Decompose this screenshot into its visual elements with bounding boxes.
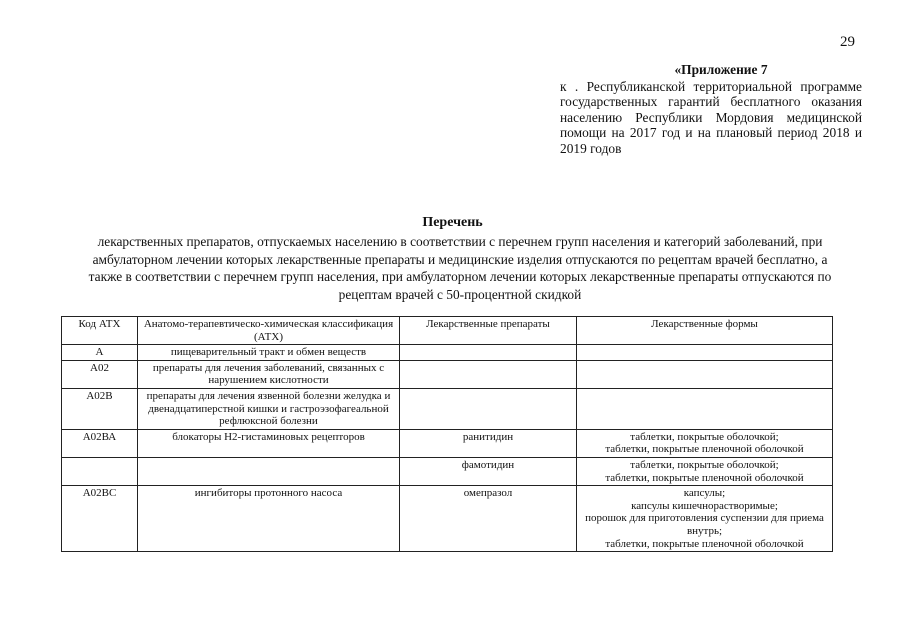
cell-classification: препараты для лечения заболеваний, связанных с нарушением кислотности (138, 360, 400, 388)
appendix-text: к . Республиканской территориальной программе государственных гарантий бесплатного оказания населению Республики Мордовия медицинской помощи на 2017 год и на плановый период 2018 и 2019 годов (560, 78, 862, 156)
form-line: капсулы кишечнорастворимые; (631, 499, 778, 512)
table-row (62, 486, 833, 552)
form-line: таблетки, покрытые пленочной оболочкой (605, 471, 804, 484)
cell-classification: блокаторы Н2-гистаминовых рецепторов (138, 429, 400, 457)
cell-drug (400, 345, 577, 361)
document-title: Перечень (422, 215, 483, 230)
form-line: капсулы; (683, 487, 726, 500)
cell-classification (138, 457, 400, 485)
cell-code: А02ВС (62, 486, 138, 552)
header-code: Код АТХ (62, 317, 138, 345)
table-row (62, 457, 833, 485)
cell-classification: препараты для лечения язвенной болезни желудка и двенадцатиперстной кишки и гастроэзофагеальной рефлюксной болезни (138, 388, 400, 429)
appendix-title: «Приложение 7 (674, 62, 768, 77)
cell-code: А02 (62, 360, 138, 388)
form-line: порошок для приготовления суспензии для приема внутрь; (585, 512, 824, 537)
cell-code (62, 457, 138, 485)
cell-forms (577, 388, 833, 429)
table-header-row (62, 317, 833, 345)
document-subtitle: лекарственных препаратов, отпускаемых населению в соответствии с перечнем групп населения и категорий заболеваний, при амбулаторном лечении которых лекарственные препараты и медицинские изделия отпускаются по рецептам врачей бесплатно, а также в соответствии с перечнем групп населения, при амбулаторном лечении которых лекарственные препараты отпускаются по рецептам врачей с 50-процентной скидкой (88, 234, 832, 302)
cell-drug (400, 388, 577, 429)
table-row (62, 429, 833, 457)
form-line: таблетки, покрытые оболочкой; (630, 430, 779, 443)
form-line: таблетки, покрытые пленочной оболочкой (605, 443, 804, 456)
form-line: таблетки, покрытые оболочкой; (630, 458, 779, 471)
form-line: таблетки, покрытые пленочной оболочкой (605, 537, 804, 550)
cell-drug (400, 360, 577, 388)
appendix-block (560, 62, 862, 157)
cell-code: А02ВА (62, 429, 138, 457)
cell-forms (577, 429, 833, 457)
header-forms: Лекарственные формы (577, 317, 833, 345)
cell-classification: ингибиторы протонного насоса (138, 486, 400, 552)
cell-code: А02В (62, 388, 138, 429)
table-row (62, 345, 833, 361)
cell-drug: омепразол (400, 486, 577, 552)
cell-forms (577, 360, 833, 388)
header-drugs: Лекарственные препараты (400, 317, 577, 345)
table-row (62, 388, 833, 429)
cell-forms (577, 345, 833, 361)
cell-code: А (62, 345, 138, 361)
table-row (62, 360, 833, 388)
atc-table (61, 316, 833, 552)
cell-forms (577, 457, 833, 485)
header-classification: Анатомо-терапевтическо-химическая классификация (АТХ) (138, 317, 400, 345)
cell-forms (577, 486, 833, 552)
cell-classification: пищеварительный тракт и обмен веществ (138, 345, 400, 361)
cell-drug: ранитидин (400, 429, 577, 457)
cell-drug: фамотидин (400, 457, 577, 485)
page-number: 29 (840, 34, 855, 50)
